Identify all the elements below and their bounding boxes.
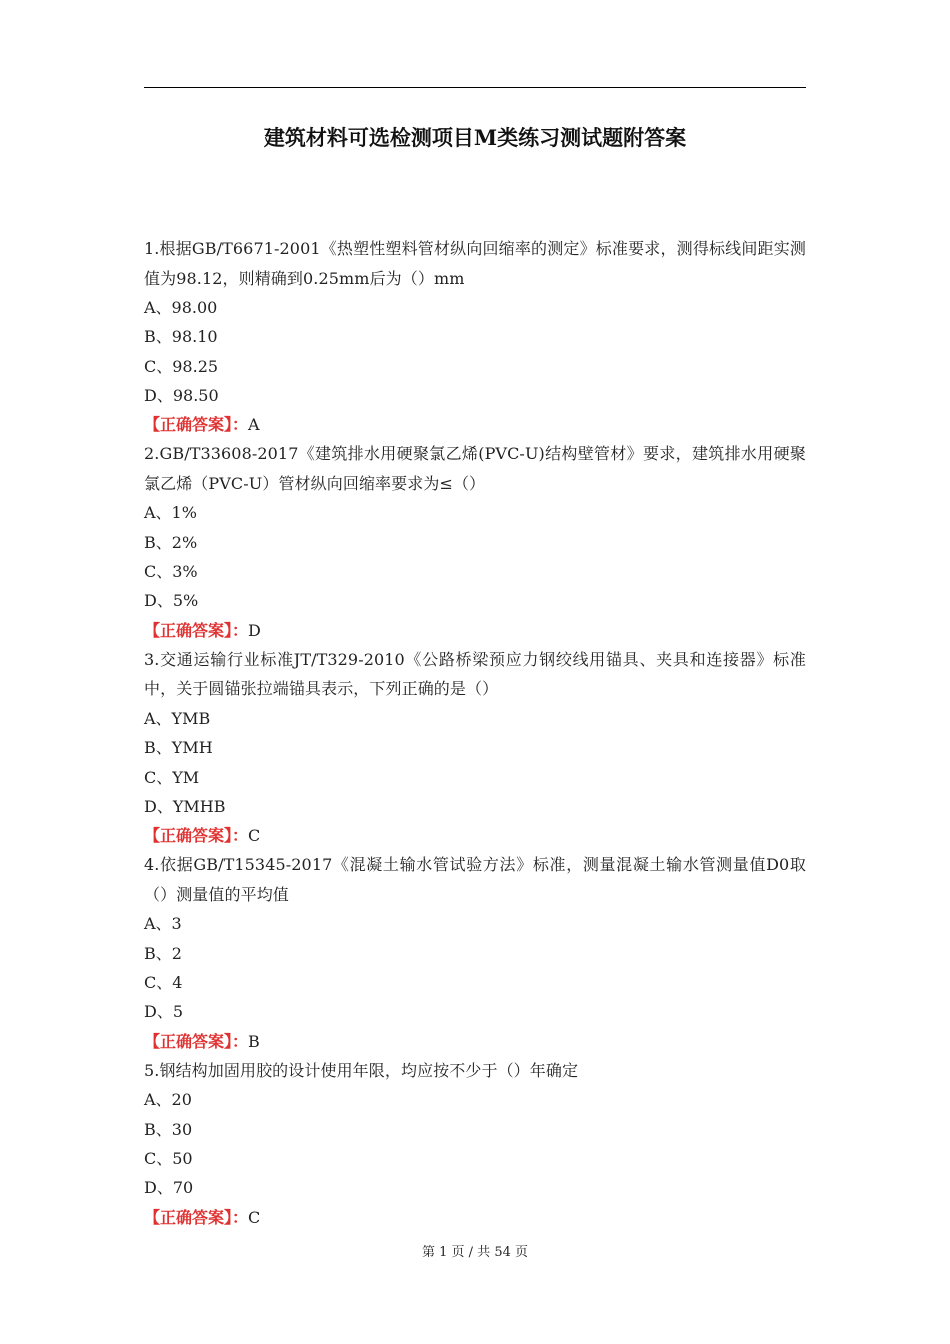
correct-answer <box>144 821 806 850</box>
question-item <box>144 234 806 439</box>
correct-answer <box>144 410 806 439</box>
answer-option: A、1% <box>144 503 197 523</box>
correct-answer-value: B <box>248 1031 260 1051</box>
correct-answer-label: 【正确答案】： <box>144 826 249 846</box>
correct-answer-label: 【正确答案】： <box>144 415 249 435</box>
question-stem: 4.依据GB/T15345-2017《混凝土输水管试验方法》标准，测量混凝土输水管测量值D0取（）测量值的平均值 <box>144 855 806 904</box>
question-list <box>144 234 806 1232</box>
question-item <box>144 645 806 850</box>
answer-option: C、4 <box>144 973 183 993</box>
answer-option: B、2 <box>144 943 182 963</box>
question-item <box>144 850 806 1055</box>
correct-answer-label: 【正确答案】： <box>144 1207 249 1227</box>
answer-option: D、70 <box>144 1178 194 1198</box>
correct-answer <box>144 1203 806 1232</box>
correct-answer-value: C <box>248 826 261 846</box>
question-stem: 3.交通运输行业标准JT/T329-2010《公路桥梁预应力钢绞线用锚具、夹具和连接器》标准中，关于圆锚张拉端锚具表示，下列正确的是（） <box>144 649 806 699</box>
answer-option: A、20 <box>144 1090 192 1110</box>
page-number: 第 1 页 / 共 54 页 <box>422 1245 528 1260</box>
question-stem: 2.GB/T33608-2017《建筑排水用硬聚氯乙烯(PVC-U)结构壁管材》要求，建筑排水用硬聚氯乙烯（PVC-U）管材纵向回缩率要求为≤（） <box>144 444 806 493</box>
answer-option: D、5 <box>144 1002 184 1022</box>
correct-answer <box>144 616 806 645</box>
answer-option: D、98.50 <box>144 385 219 405</box>
answer-option: A、YMB <box>144 708 211 728</box>
correct-answer-value: D <box>248 620 261 640</box>
correct-answer-label: 【正确答案】： <box>144 620 249 640</box>
answer-option: B、YMH <box>144 738 213 758</box>
question-stem: 5.钢结构加固用胶的设计使用年限，均应按不少于（）年确定 <box>144 1060 579 1080</box>
answer-option: D、5% <box>144 591 199 611</box>
answer-option: A、3 <box>144 914 182 934</box>
answer-option: B、2% <box>144 532 198 552</box>
correct-answer-value: A <box>248 415 260 435</box>
question-stem: 1.根据GB/T6671-2001《热塑性塑料管材纵向回缩率的测定》标准要求，测得标线间距实测值为98.12，则精确到0.25mm后为（）mm <box>144 239 806 288</box>
answer-option: C、3% <box>144 562 198 582</box>
answer-option: C、50 <box>144 1149 193 1169</box>
answer-option: A、98.00 <box>144 298 218 317</box>
answer-option: D、YMHB <box>144 796 226 816</box>
correct-answer <box>144 1027 806 1056</box>
question-item <box>144 439 806 644</box>
header-rule <box>144 87 806 88</box>
question-item <box>144 1056 806 1232</box>
page-title: 建筑材料可选检测项目M类练习测试题附答案 <box>263 125 687 150</box>
correct-answer-value: C <box>248 1207 261 1227</box>
answer-option: B、30 <box>144 1119 193 1139</box>
answer-option: B、98.10 <box>144 327 218 347</box>
answer-option: C、98.25 <box>144 356 219 376</box>
correct-answer-label: 【正确答案】： <box>144 1031 249 1051</box>
answer-option: C、YM <box>144 767 200 787</box>
